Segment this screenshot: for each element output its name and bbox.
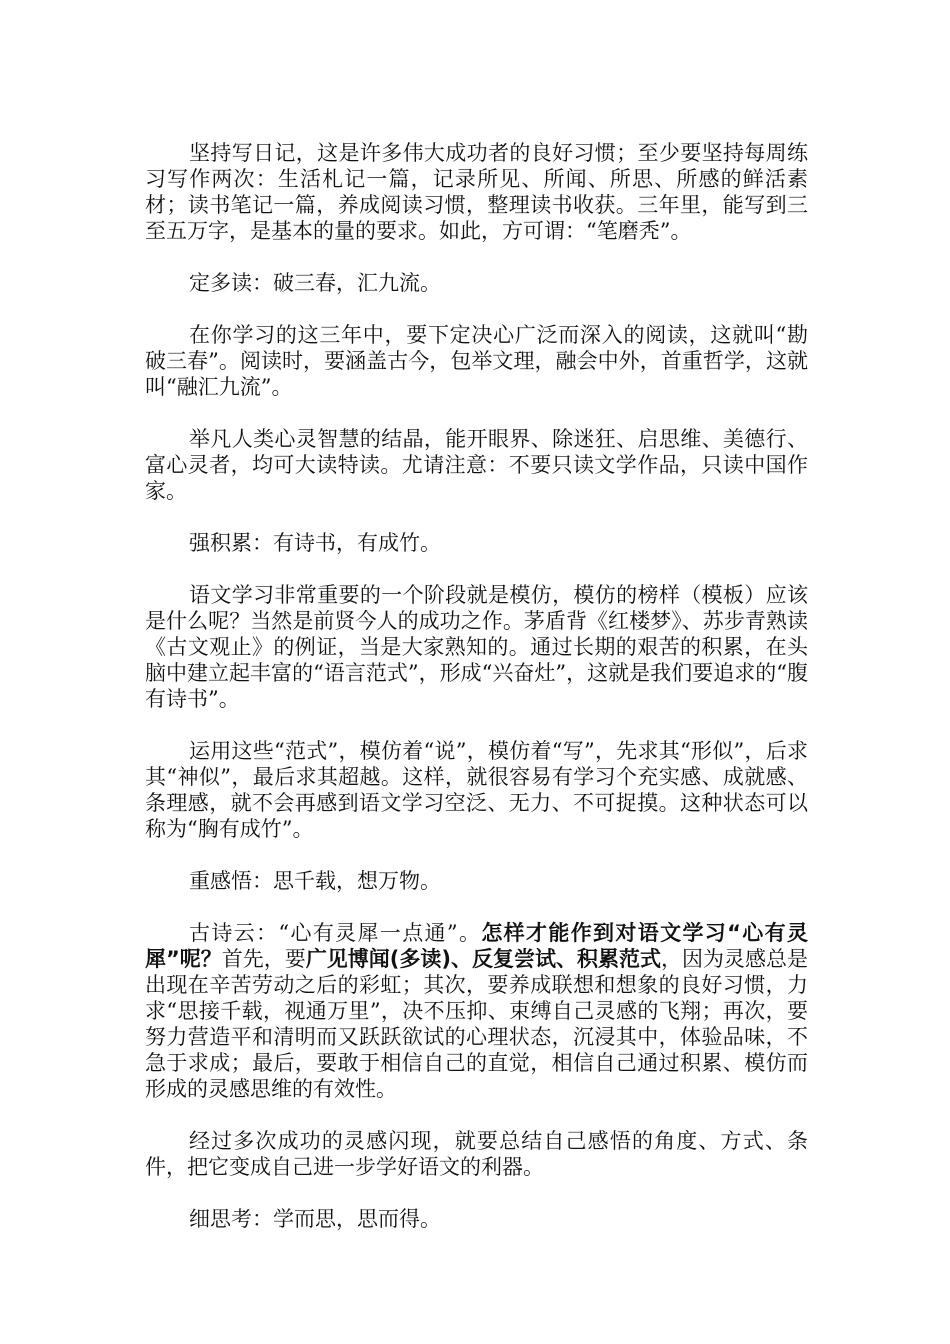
text-first: 首先，要 [221,947,306,971]
bold-question: 怎样才能作到对语文学习“心有灵犀”呢？ [145,921,808,971]
paragraph-diary: 坚持写日记，这是许多伟大成功者的良好习惯；至少要坚持每周练习写作两次：生活札记一篇，记录所见、所闻、所思、所感的鲜活素材；读书笔记一篇，养成阅读习惯，整理读书收获。三年里，能写到三至五万字，是基本的量的要求。如此，方可谓：“笔磨秃”。 [145,141,808,243]
heading-insight: 重感悟：思千载，想万物。 [189,869,441,893]
paragraph-wisdom: 举凡人类心灵智慧的结晶，能开眼界、除迷狂、启思维、美德行、富心灵者，均可大读特读。尤请注意：不要只读文学作品，只读中国作家。 [145,427,808,503]
text-poem: 古诗云：“心有灵犀一点通”。 [189,921,482,945]
paragraph-imitation: 语文学习非常重要的一个阶段就是模仿，模仿的榜样（模板）应该是什么呢？当然是前贤今人的成功之作。茅盾背《红楼梦》、苏步青熟读《古文观止》的例证，当是大家熟知的。通过长期的艰苦的积累，在头脑中建立起丰富的“语言范式”，形成“兴奋灶”，这就是我们要追求的“腹有诗书”。 [145,583,808,711]
paragraph-summary: 经过多次成功的灵感闪现，就要总结自己感悟的角度、方式、条件，把它变成自己进一步学好语文的利器。 [145,1129,808,1179]
paragraph-paradigm: 运用这些“范式”，模仿着“说”，模仿着“写”，先求其“形似”，后求其“神似”，最后求其超越。这样，就很容易有学习个充实感、成就感、条理感，就不会再感到语文学习空泛、无力、不可捉摸。这种状态可以称为“胸有成竹”。 [145,739,808,841]
paragraph-inspiration [145,920,808,1102]
text-rest: ，因为灵感总是出现在辛苦劳动之后的彩虹；其次，要养成联想和想象的良好习惯，力求“思接千载，视通万里”，决不压抑、束缚自己灵感的飞翔；再次，要努力营造平和清明而又跃跃欲试的心理状态，沉浸其中，体验品味，不急于求成；最后，要敢于相信自己的直觉，相信自己通过积累、模仿而形成的灵感思维的有效性。 [145,947,809,1101]
heading-think: 细思考：学而思，思而得。 [189,1207,441,1231]
heading-accumulate: 强积累：有诗书，有成竹。 [189,531,441,555]
document-body [145,140,808,1258]
paragraph-three-years: 在你学习的这三年中，要下定决心广泛而深入的阅读，这就叫“勘破三春”。阅读时，要涵盖古今，包举文理，融会中外，首重哲学，这就叫“融汇九流”。 [145,323,808,399]
bold-methods: 广见博闻(多读)、反复尝试、积累范式 [305,947,662,971]
heading-read-more: 定多读：破三春，汇九流。 [189,271,441,295]
